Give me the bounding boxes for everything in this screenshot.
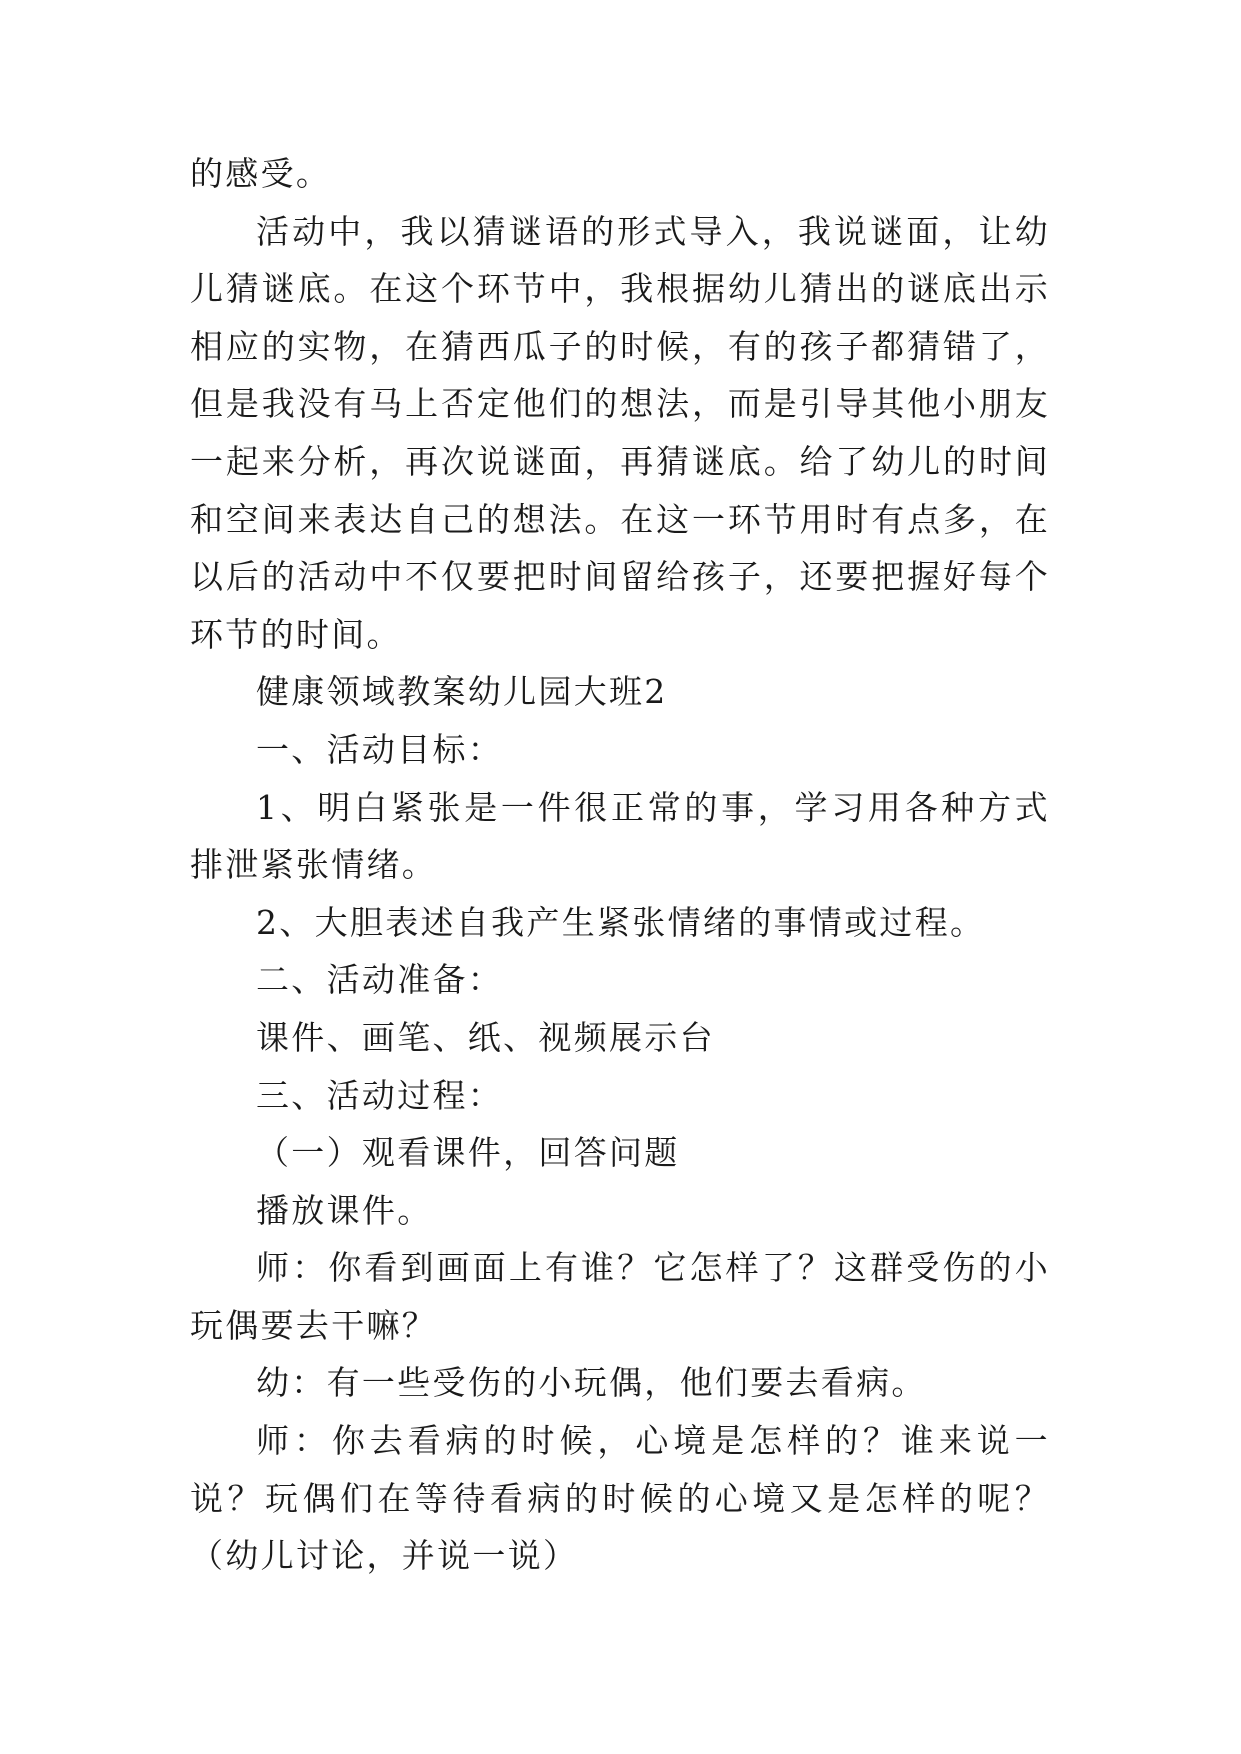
paragraph-reflection: 活动中，我以猜谜语的形式导入，我说谜面，让幼儿猜谜底。在这个环节中，我根据幼儿猜出的谜底出示相应的实物，在猜西瓜子的时候，有的孩子都猜错了，但是我没有马上否定他们的想法，而是引导其他小朋友一起来分析，再次说谜面，再猜谜底。给了幼儿的时间和空间来表达自己的想法。在这一环节用时有点多，在以后的活动中不仅要把时间留给孩子，还要把握好每个环节的时间。 xyxy=(190,211,1050,654)
subheading-step-1: （一）观看课件，回答问题 xyxy=(256,1133,680,1173)
goal-item-1: 1、明白紧张是一件很正常的事，学习用各种方式排泄紧张情绪。 xyxy=(190,787,1050,885)
preparation-materials: 课件、画笔、纸、视频展示台 xyxy=(256,1017,715,1057)
document-body xyxy=(190,145,1050,1585)
paragraph-teacher-question-1: 师：你看到画面上有谁？它怎样了？这群受伤的小玩偶要去干嘛？ xyxy=(190,1248,1050,1345)
heading-activity-process: 三、活动过程： xyxy=(256,1075,504,1115)
heading-activity-goals: 一、活动目标： xyxy=(256,729,504,769)
paragraph-continuation: 的感受。 xyxy=(190,154,332,193)
paragraph-play-courseware: 播放课件。 xyxy=(256,1190,433,1230)
heading-activity-preparation: 二、活动准备： xyxy=(256,960,504,1000)
goal-item-2: 2、大胆表述自我产生紧张情绪的事情或过程。 xyxy=(256,902,986,942)
paragraph-teacher-question-2: 师：你去看病的时候，心境是怎样的？谁来说一说？玩偶们在等待看病的时候的心境又是怎样的呢？（幼儿讨论，并说一说） xyxy=(190,1421,1050,1576)
section-title: 健康领域教案幼儿园大班2 xyxy=(256,672,668,712)
paragraph-child-answer-1: 幼：有一些受伤的小玩偶，他们要去看病。 xyxy=(256,1363,927,1403)
